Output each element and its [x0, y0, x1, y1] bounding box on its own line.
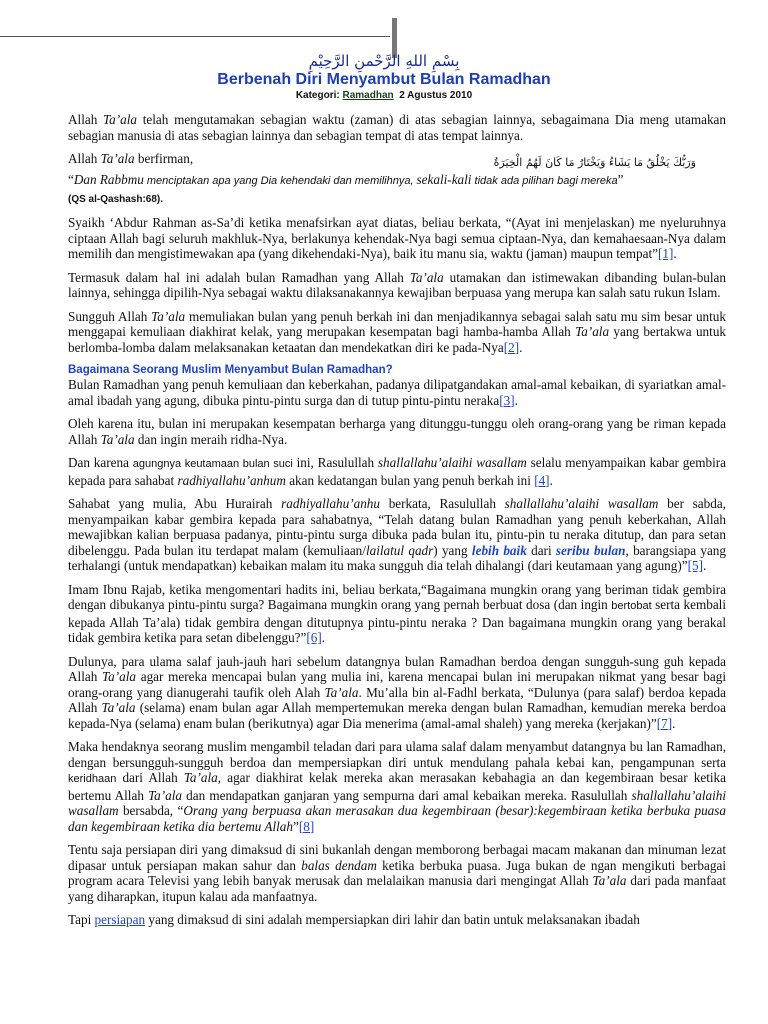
- paragraph: Dan karena agungnya keutamaan bulan suci ini, Rasulullah shallallahu’alaihi wasallam selalu menyampaikan kabar gembira kepada para sahabat radhiyallahu’anhum akan kedatangan bulan yang penuh berkah ini [4].: [68, 455, 726, 488]
- paragraph: Maka hendaknya seorang muslim mengambil teladan dari para ulama salaf dalam menyambut datangnya bu lan Ramadhan, dengan bersungguh-sungguh berdoa dan mempersiapkan diri untuk mendulang pahala kebai kan, pengampunan serta keridhaan dari Allah Ta’ala, agar diakhirat kelak mereka akan merasakan kebahagia an dan kegembiraan besar ketika bertemu Allah Ta’ala dan mendapatkan ganjaran yang sempurna dari amal kebaikan mereka. Rasulullah shallallahu’alaihi wasallam bersabda, “Orang yang berpuasa akan merasakan dua kegembiraan (besar):kegembiraan ketika berbuka puasa dan kegembiraan ketika dia bertemu Allah”[8]: [68, 739, 726, 834]
- paragraph: Sungguh Allah Ta’ala memuliakan bulan yang penuh berkah ini dan menjadikannya sebagai salah satu mu sim besar untuk menggapai kemuliaan diakhirat kelak, yang merupakan kesempatan bagi hamba-hamba Allah Ta’ala yang bertakwa untuk berlomba-lomba dalam melaksanakan ketaatan dan mendekatkan diri ke pada-Nya[2].: [68, 308, 727, 355]
- footnote-link[interactable]: [3]: [499, 392, 515, 408]
- paragraph: Syaikh ‘Abdur Rahman as-Sa’di ketika menafsirkan ayat diatas, beliau berkata, “(Ayat ini menjelaskan) me nyeluruhnya ciptaan Allah bagi seluruh makhluk-Nya, berlakunya kehendak-Nya bagi semua ciptaan-Nya, dan kemahaesaan-Nya dalam memilih dan mengistimewakan apa (yang dikehendaki-Nya), baik itu manu sia, waktu (jaman) maupun tempat”[1].: [68, 215, 726, 261]
- category-link[interactable]: Ramadhan: [342, 90, 394, 101]
- post-date: 2 Agustus 2010: [399, 90, 473, 101]
- footnote-link[interactable]: [2]: [503, 339, 520, 355]
- footnote-link[interactable]: [1]: [657, 246, 674, 261]
- top-divider: [0, 36, 390, 37]
- paragraph: Allah Ta’ala telah mengutamakan sebagian waktu (zaman) di atas sebagian lainnya, sebagaimana Dia meng utamakan sebagian manusia di atas sebagian lainnya dan sebagian tempat di atas tempat lainnya.: [68, 112, 726, 143]
- paragraph: Oleh karena itu, bulan ini merupakan kesempatan berharga yang ditunggu-tunggu oleh orang-orang yang be riman kepada Allah Ta’ala dan ingin meraih ridha-Nya.: [68, 416, 726, 447]
- footnote-link[interactable]: [8]: [298, 818, 315, 834]
- paragraph: Dulunya, para ulama salaf jauh-jauh hari sebelum datangnya bulan Ramadhan berdoa dengan sungguh-sung guh kepada Allah Ta’ala agar mereka mencapai bulan yang mulia ini, karena mencapai bulan ini merupakan nikmat yang besar bagi orang-orang yang dianugerahi taufik oleh Alah Ta’ala. Mu’alla bin al-Fadhl berkata, “Dulunya (para salaf) berdoa kepada Allah Ta’ala (selama) enam bulan agar Allah mempertemukan mereka dengan bulan Ramadhan, kemudian mereka berdoa kepada-Nya (selama) enam bulan (berikutnya) agar Dia menerima (amal-amal shaleh) yang mereka (kerjakan)”[7].: [68, 653, 726, 731]
- paragraph: Imam Ibnu Rajab, ketika mengomentari hadits ini, beliau berkata,“Bagaimana mungkin orang yang beriman tidak gembira dengan dibukanya pintu-pintu surga? Bagaimana mungkin orang yang pernah berbuat dosa (dan ingin bertobat serta kembali kepada Allah Ta’ala) tidak gembira dengan ditutupnya pintu-pintu neraka ? Dan bagaimana mungkin orang yang berakal tidak gembira ketika para setan dibelenggu?”[6].: [68, 581, 727, 645]
- footnote-link[interactable]: [4]: [534, 472, 550, 488]
- verse-reference: (QS al-Qashash:68).: [68, 193, 164, 205]
- footnote-link[interactable]: [5]: [687, 558, 703, 573]
- paragraph: Sahabat yang mulia, Abu Hurairah radhiyallahu’anhu berkata, Rasulullah shallallahu’alaihi wasallam ber sabda, menyampaikan kabar gembira kepada para sahabatnya, “Telah datang bulan Ramadhan yang penuh keberkahan, Allah mewajibkan kalian berpuasa padanya, pintu-pintu surga dibuka pada bulan itu, pintu-pin tu neraka ditutup, dan para setan dibelenggu. Pada bulan itu terdapat malam (kemuliaan/lailatul qadr) yang lebih baik dari seribu bulan, barangsiapa yang terhalangi (untuk mendapatkan) kebaikan malam itu maka sungguh dia telah dihalangi (dari keutamaan yang agung)”[5].: [68, 496, 726, 573]
- paragraph: Allah Ta’ala berfirman,: [68, 151, 194, 166]
- paragraph: Tapi persiapan yang dimaksud di sini adalah mempersiapkan diri lahir dan batin untuk melaksanakan ibadah: [68, 912, 640, 927]
- paragraph: Tentu saja persiapan diri yang dimaksud di sini bukanlah dengan memborong berbagai macam makanan dan minuman lezat dipasar untuk persiapan makan sahur dan balas dendam ketika berbuka puasa. Juga bukan de ngan mengikuti berbagai program acara Televisi yang lebih banyak merusak dan melalaikan manusia dari mengingat Allah Ta’ala dari pada manfaat yang diharapkan, itupun kalau ada manfaatnya.: [68, 842, 726, 904]
- footnote-link[interactable]: [7]: [656, 715, 673, 731]
- quran-verse-arabic: وَرَبُّكَ يَخْلُقُ مَا يَشَاءُ وَيَخْتَارُ مَا كَانَ لَهُمُ الْخِيَرَةُ: [493, 155, 696, 169]
- paragraph: Termasuk dalam hal ini adalah bulan Ramadhan yang Allah Ta’ala utamakan dan istimewakan dibanding bulan-bulan lainnya, sehingga dipilih-Nya sebagai waktu dilaksanakannya kewajiban berpuasa yang merupa kan salah satu rukun Islam.: [68, 269, 727, 300]
- footnote-link[interactable]: [6]: [306, 630, 322, 645]
- article-header: [0, 52, 768, 102]
- persiapan-link[interactable]: persiapan: [94, 912, 146, 927]
- quran-verse-translation: “Dan Rabbmu menciptakan apa yang Dia kehendaki dan memilihnya, sekali-kali tidak ada pilihan bagi mereka” (QS al-Qashash:68).: [68, 172, 624, 205]
- article-meta: [0, 89, 768, 102]
- category-label: Kategori:: [295, 90, 340, 101]
- article-title: Berbenah Diri Menyambut Bulan Ramadhan: [217, 71, 551, 88]
- article-body: [68, 112, 726, 936]
- section-heading: Bagaimana Seorang Muslim Menyambut Bulan Ramadhan?: [68, 364, 393, 376]
- paragraph: Bulan Ramadhan yang penuh kemuliaan dan keberkahan, padanya dilipatgandakan amal-amal kebaikan, di syariatkan amal-amal ibadah yang agung, dibuka pintu-pintu surga dan di tutup pintu-pintu neraka[3].: [68, 377, 726, 408]
- basmalah: بِسْمِ اللهِ الرَّحْمنِ الرَّحِيْمِ: [308, 52, 460, 70]
